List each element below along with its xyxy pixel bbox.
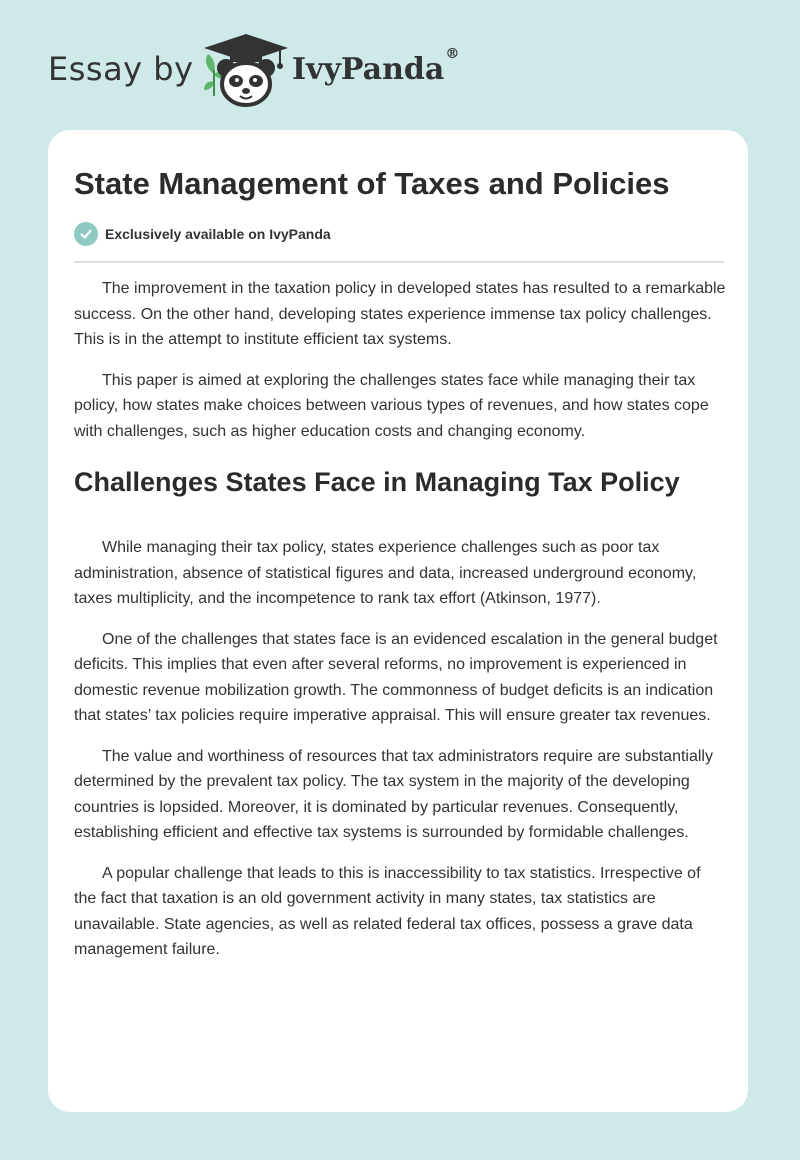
check-circle-icon [74,222,98,246]
paragraph: The improvement in the taxation policy in developed states has resulted to a remarkable success. On the other hand, developing states experience immense tax policy challenges. This is in the attempt to institute efficient tax systems. [74,280,726,348]
title-divider [74,261,724,263]
badge-label: Exclusively available on IvyPanda [105,226,331,242]
panda-graduation-cap-icon[interactable] [196,30,296,110]
paragraph: This paper is aimed at exploring the challenges states face while managing their tax policy, how states make choices between various types of revenues, and how states cope with challenges, such as higher education costs and changing economy. [74,371,709,440]
essay-body [74,276,726,978]
brand-name[interactable]: IvyPanda® [292,46,460,87]
brand-prefix: Essay by [48,50,194,88]
site-header [0,0,800,120]
paragraph: While managing their tax policy, states experience challenges such as poor tax administration, absence of statistical figures and data, increased underground economy, taxes multiplicity, and the incompetence to rank tax effort (Atkinson, 1977). [74,539,697,607]
page-title: State Management of Taxes and Policies [74,166,670,201]
registered-mark: ® [445,46,460,62]
paragraph: The value and worthiness of resources that tax administrators require are substantially determined by the prevalent tax policy. The tax system in the majority of the developing countries is lopsided. Moreover, it is dominated by particular revenues. Consequently, establishing efficient and effective tax systems is surrounded by formidable challenges. [74,747,713,841]
section-heading: Challenges States Face in Managing Tax Policy [74,467,680,497]
exclusive-badge [74,222,331,246]
paragraph: One of the challenges that states face is an evidenced escalation in the general budget deficits. This implies that even after several reforms, no improvement is experienced in domestic revenue mobilization growth. The commonness of budget deficits is an indication that states’ tax policies require imperative appraisal. This will ensure greater tax revenues. [74,630,718,724]
paragraph: A popular challenge that leads to this is inaccessibility to tax statistics. Irrespective of the fact that taxation is an old government activity in many states, tax statistics are unavailable. State agencies, as well as related federal tax offices, possess a grave data management failure. [74,864,701,958]
essay-card [48,130,748,1112]
